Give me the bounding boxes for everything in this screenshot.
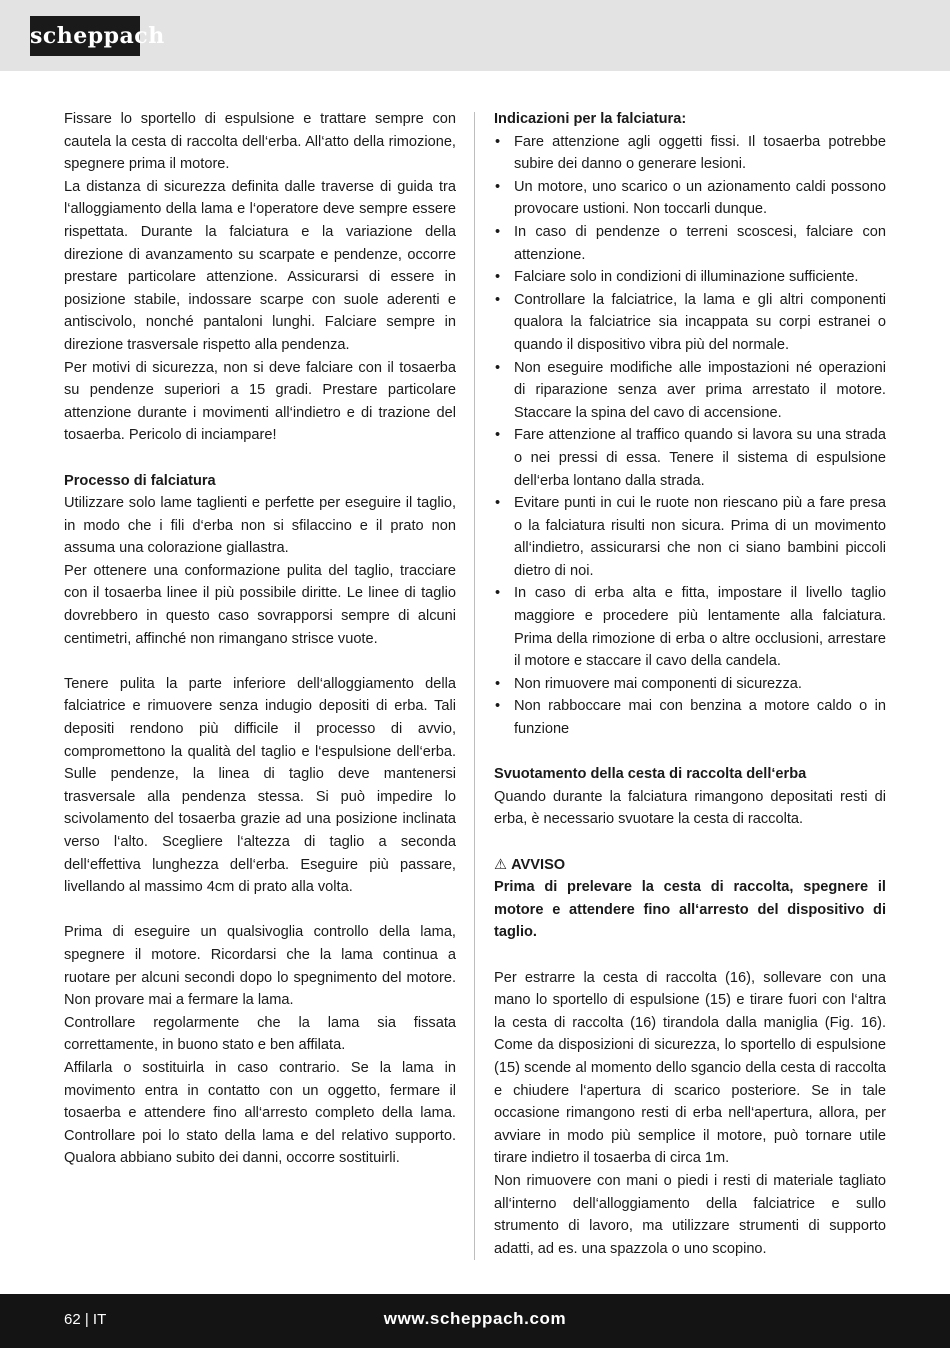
bullet-list [494, 131, 886, 741]
paragraph-rimuovere-resti: Non rimuovere con mani o piedi i resti di materiale tagliato all‘interno dell‘alloggiamento della falciatrice e sullo strumento di lavoro, ma utilizzare strumenti di supporto adatti, ad es. una spazzola o uno scopino. [494, 1172, 886, 1257]
scheppach-logo [30, 16, 165, 56]
heading-svuotamento: Svuotamento della cesta di raccolta dell‘erba [494, 766, 807, 783]
warning-text: Prima di prelevare la cesta di raccolta, spegnere il motore e attendere fino all‘arresto del dispositivo di taglio. [494, 879, 886, 941]
paragraph-controllo-lama: Prima di eseguire un qualsivoglia controllo della lama, spegnere il motore. Ricordarsi che la lama continua a ruotare per alcuni secondi dopo lo spegnimento del motore. Non provare mai a fermare la lama. [64, 924, 456, 1009]
list-item: • Evitare punti in cui le ruote non riescano più a fare presa o la falciatura risulti non sicura. Prima di un movimento all‘indietro, assicurarsi che non ci siano bambini piccoli dietro di noi. [494, 492, 886, 582]
warning-triangle-icon: ⚠ [494, 856, 508, 873]
page-footer [0, 1294, 950, 1348]
paragraph-fissaggio-lama: Controllare regolarmente che la lama sia fissata correttamente, in buono stato e ben affilata. [64, 1014, 456, 1054]
list-item: • Falciare solo in condizioni di illuminazione sufficiente. [494, 266, 886, 289]
website-url: www.scheppach.com [383, 1309, 567, 1328]
paragraph-linee-taglio: Per ottenere una conformazione pulita del taglio, tracciare con il tosaerba linee il più possibile diritte. Le linee di taglio dovrebbero in questo caso sovrapporsi sempre di alcuni centimetri, affinché non rimangano strisce vuote. [64, 562, 456, 647]
heading-processo-falciatura: Processo di falciatura [64, 472, 216, 489]
list-item: • Non eseguire modifiche alle impostazioni né operazioni di riparazione senza aver prima arrestato il motore. Staccare la spina del cavo di accensione. [494, 357, 886, 425]
right-column [494, 108, 886, 1260]
list-item: • Fare attenzione al traffico quando si lavora su una strada o nei pressi di essa. Tenere il sistema di espulsione dell‘erba lontano dalla strada. [494, 424, 886, 492]
list-item: • Non rabboccare mai con benzina a motore caldo o in funzione [494, 695, 886, 740]
logo-text: scheppach [30, 23, 165, 49]
list-item: • Controllare la falciatrice, la lama e gli altri componenti qualora la falciatrice sia incappata su corpi estranei o quando il dispositivo vibra più del normale. [494, 289, 886, 357]
list-item: • In caso di erba alta e fitta, impostare il livello taglio maggiore e procedere più lentamente alla falciatura. Prima della rimozione di erba o altre occlusioni, arrestare il motore e staccare il cavo della candela. [494, 582, 886, 672]
paragraph-pulizia: Tenere pulita la parte inferiore dell‘alloggiamento della falciatrice e rimuovere senza indugio depositi di erba. Tali depositi rendono più difficile il processo di avvio, compromettono la qualità del taglio e l‘espulsione dell‘erba. Sulle pendenze, la linea di taglio deve mantenersi trasversale alla pendenza stessa. Si può impedire lo scivolamento del tosaerba grazie ad una posizione inclinata verso l‘alto. Scegliere l‘altezza di taglio a seconda dell‘effettiva lunghezza dell‘erba. Eseguire più passare, livellando al massimo 4cm di prato alla volta. [64, 675, 456, 896]
left-column [64, 108, 456, 1170]
heading-indicazioni: Indicazioni per la falciatura: [494, 111, 687, 127]
paragraph-distanza: La distanza di sicurezza definita dalle traverse di guida tra l‘alloggiamento della lama e l‘operatore deve sempre essere rispettata. Durante la falciatura e la variazione della direzione di avanzamento su scarpate e pendenze, occorre prestare particolare attenzione. Assicurarsi di essere in posizione stabile, indossare scarpe con suole aderenti e antiscivolo, nonché pantaloni lunghi. Falciare sempre in direzione trasversale rispetto alla pendenza. [64, 178, 456, 353]
page-header [0, 0, 950, 71]
page-number: 62 | IT [64, 1311, 107, 1328]
paragraph-affilatura: Affilarla o sostituirla in caso contrario. Se la lama in movimento entra in contatto con un oggetto, fermare il tosaerba e attendere fino all‘arresto completo della lama. Controllare poi lo stato della lama e del relativo supporto. Qualora abbiano subito dei danni, occorre sostituirli. [64, 1059, 456, 1167]
list-item: • Non rimuovere mai componenti di sicurezza. [494, 673, 886, 696]
paragraph-pendenze: Per motivi di sicurezza, non si deve falciare con il tosaerba su pendenze superiori a 15 gradi. Prestare particolare attenzione durante i movimenti all‘indietro e di trazione del tosaerba. Pericolo di inciampare! [64, 359, 456, 444]
warning-heading [494, 854, 886, 877]
paragraph-svuotamento: Quando durante la falciatura rimangono depositati resti di erba, è necessario svuotare la cesta di raccolta. [494, 788, 886, 828]
list-item: • Un motore, uno scarico o un azionamento caldi possono provocare ustioni. Non toccarli dunque. [494, 176, 886, 221]
list-item: • Fare attenzione agli oggetti fissi. Il tosaerba potrebbe subire dei danno o generare lesioni. [494, 131, 886, 176]
paragraph-estrarre-cesta: Per estrarre la cesta di raccolta (16), sollevare con una mano lo sportello di espulsione (15) e tirare fuori con l‘altra la cesta di raccolta (16) tirandola dalla maniglia (Fig. 16). Come da disposizioni di sicurezza, lo sportello di espulsione (15) scende al momento dello sgancio della cesta di raccolta e chiudere l‘apertura di scarico posteriore. Se in tale occasione rimangono resti di erba nell‘apertura, allora, per avviare in modo più semplice il motore, può tornare utile tirare indietro il tosaerba di circa 1m. [494, 969, 886, 1167]
list-item: • In caso di pendenze o terreni scoscesi, falciare con attenzione. [494, 221, 886, 266]
paragraph-sportello: Fissare lo sportello di espulsione e trattare sempre con cautela la cesta di raccolta dell‘erba. All‘atto della rimozione, spegnere prima il motore. [64, 111, 456, 173]
warning-title: AVVISO [511, 856, 566, 873]
column-divider [474, 112, 475, 1260]
paragraph-lame: Utilizzare solo lame taglienti e perfette per eseguire il taglio, in modo che i fili d‘erba non si sfilaccino e il prato non assuma una colorazione giallastra. [64, 495, 456, 557]
